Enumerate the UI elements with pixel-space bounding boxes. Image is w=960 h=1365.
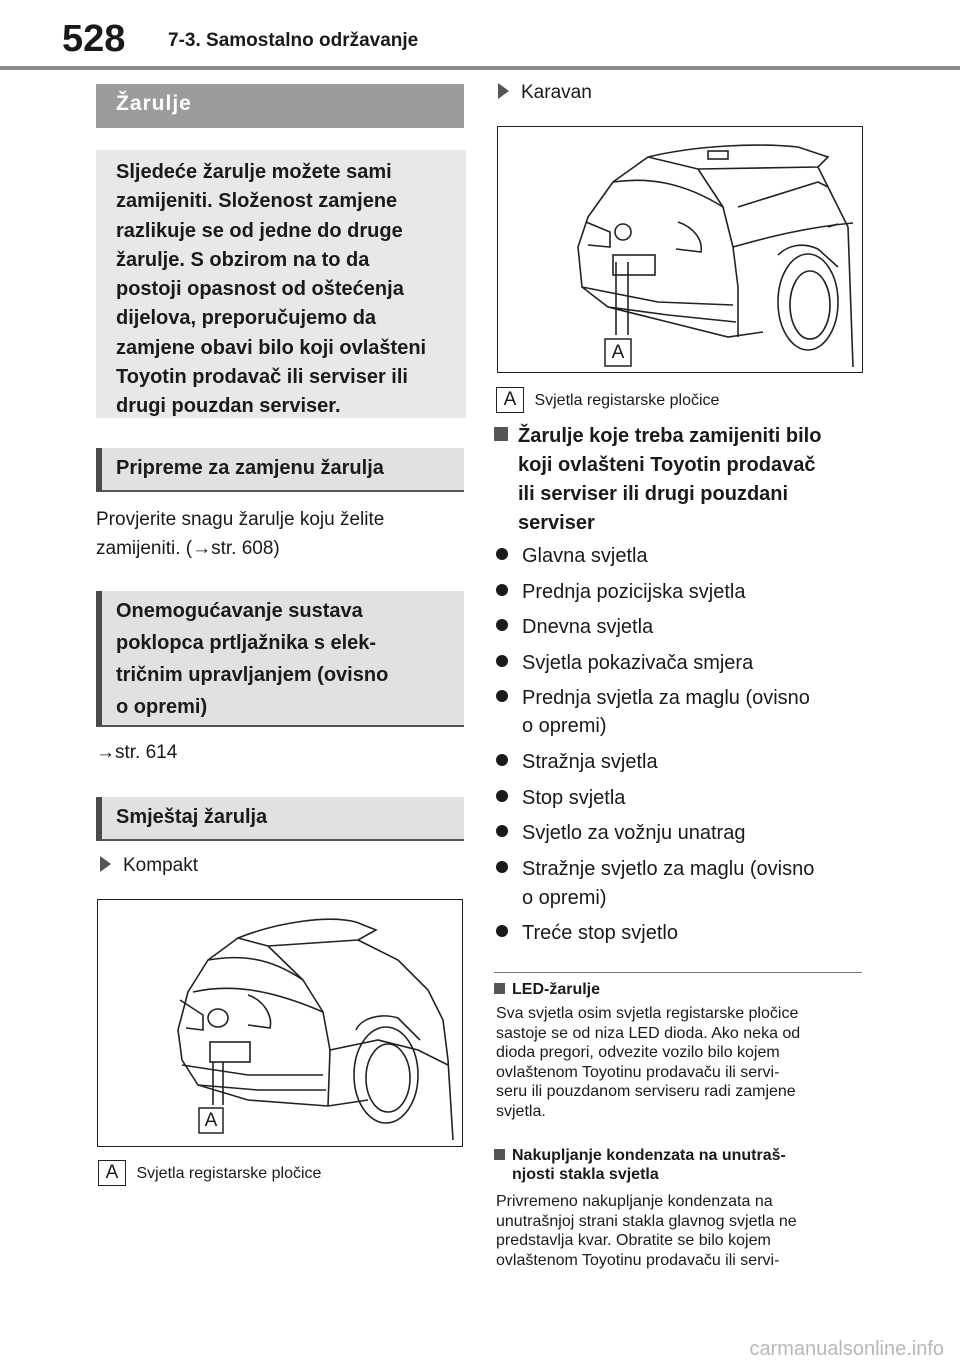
intro-line: razlikuje se od jedne do druge xyxy=(116,219,403,242)
disable-heading-line: poklopca prtljažnika s elek- xyxy=(116,632,377,654)
dealer-heading xyxy=(494,422,821,538)
prep-heading: Pripreme za zamjenu žarulja xyxy=(96,448,464,492)
prep-text xyxy=(96,505,384,563)
list-item-text: Stražnja svjetla xyxy=(522,751,658,773)
callout-a: A xyxy=(611,342,625,363)
prep-text-line: Provjerite snagu žarulje koju želite xyxy=(96,509,385,530)
list-item-text: Glavna svjetla xyxy=(522,545,648,567)
led-heading-text: LED-žarulje xyxy=(512,981,601,998)
wagon-car-illustration xyxy=(498,127,861,371)
caption-text: Svjetla registarske pločice xyxy=(136,1165,322,1182)
led-text-line: ovlaštenom Toyotinu prodavaču ili servi- xyxy=(496,1063,780,1081)
list-item-text: Treće stop svjetlo xyxy=(522,922,678,944)
list-item-text: Svjetlo za vožnju unatrag xyxy=(522,822,746,844)
list-item-continuation: o opremi) xyxy=(522,887,607,909)
watermark: carmanualsonline.info xyxy=(749,1338,944,1360)
condensation-text-line: unutrašnjoj strani stakla glavnog svjetla ne xyxy=(496,1212,797,1230)
bullet-dot-icon xyxy=(496,754,508,766)
arrow-right-icon: → xyxy=(192,538,212,559)
arrow-right-icon: → xyxy=(96,742,115,763)
bullet-dot-icon xyxy=(496,584,508,596)
disable-ref xyxy=(96,738,177,767)
list-item-continuation: o opremi) xyxy=(522,715,607,737)
condensation-heading xyxy=(494,1146,786,1184)
led-text-line: dioda pregori, odvezite vozilo bilo kojem xyxy=(496,1044,780,1061)
bullet-dot-icon xyxy=(496,690,508,702)
note-divider xyxy=(494,972,862,973)
list-item-text: Dnevna svjetla xyxy=(522,616,654,638)
condensation-text-line: predstavlja kvar. Obratite se bilo kojem xyxy=(496,1232,771,1249)
list-item xyxy=(496,854,814,884)
intro-line: žarulje. S obzirom na to da xyxy=(116,248,370,271)
list-item xyxy=(496,648,753,678)
list-item xyxy=(496,818,745,848)
square-bullet-icon xyxy=(494,427,508,441)
led-text-line: seru ili pouzdanom serviseru radi zamjene xyxy=(496,1083,796,1100)
condensation-heading-text: njosti stakla svjetla xyxy=(512,1166,659,1183)
bullet-dot-icon xyxy=(496,825,508,837)
callout-a: A xyxy=(204,1110,218,1131)
caption-text: Svjetla registarske pločice xyxy=(534,392,720,409)
compact-car-figure xyxy=(97,899,463,1147)
bullet-dot-icon xyxy=(496,548,508,560)
intro-box xyxy=(96,150,466,418)
bullet-dot-icon xyxy=(496,790,508,802)
bullet-dot-icon xyxy=(496,925,508,937)
led-heading xyxy=(494,980,600,999)
header-divider xyxy=(0,66,960,70)
led-text-line: sastoje se od niza LED dioda. Ako neka od xyxy=(496,1024,801,1042)
dealer-heading-line: koji ovlašteni Toyotin prodavač xyxy=(518,454,816,476)
prep-text-line xyxy=(96,534,384,563)
list-item-text: Svjetla pokazivača smjera xyxy=(522,652,754,674)
dealer-heading-line xyxy=(494,422,821,451)
intro-line: Sljedeće žarulje možete sami xyxy=(116,161,392,183)
square-bullet-icon xyxy=(494,1149,505,1160)
intro-line: zamijeniti. Složenost zamjene xyxy=(116,190,398,213)
list-item-text: Stražnje svjetlo za maglu (ovisno xyxy=(522,858,815,880)
list-item-text: Stop svjetla xyxy=(522,787,626,809)
bullet-dot-icon xyxy=(496,861,508,873)
compact-label: Kompakt xyxy=(123,855,198,876)
dealer-heading-line: ili serviser ili drugi pouzdani xyxy=(518,483,789,505)
list-item xyxy=(496,612,653,642)
wagon-label: Karavan xyxy=(521,82,592,103)
triangle-bullet-icon xyxy=(498,83,509,99)
list-item xyxy=(496,577,745,607)
bulbs-heading: Žarulje xyxy=(96,84,464,128)
list-item-text: Prednja pozicijska svjetla xyxy=(522,581,746,603)
section-title: 7-3. Samostalno održavanje xyxy=(168,30,419,51)
disable-heading-line: o opremi) xyxy=(116,696,208,718)
disable-heading-line: Onemogućavanje sustava xyxy=(116,600,363,622)
compact-caption xyxy=(98,1160,321,1186)
caption-label-a: A xyxy=(98,1160,126,1186)
list-item xyxy=(496,541,648,571)
disable-heading xyxy=(96,591,464,727)
wagon-label-row xyxy=(498,78,592,107)
wagon-caption xyxy=(496,387,719,413)
caption-label-a: A xyxy=(496,387,524,413)
list-item xyxy=(496,918,678,948)
dealer-heading-line: serviser xyxy=(518,512,595,534)
dealer-heading-text: Žarulje koje treba zamijeniti bilo xyxy=(518,425,822,447)
condensation-text-line: ovlaštenom Toyotinu prodavaču ili servi- xyxy=(496,1251,780,1269)
list-item xyxy=(496,747,658,777)
led-text-line: Sva svjetla osim svjetla registarske pločice xyxy=(496,1005,799,1022)
square-bullet-icon xyxy=(494,983,505,994)
compact-label-row xyxy=(100,851,198,880)
bullet-dot-icon xyxy=(496,655,508,667)
compact-car-illustration xyxy=(98,900,461,1145)
list-item xyxy=(496,683,810,713)
intro-line: zamjene obavi bilo koji ovlašteni xyxy=(116,336,427,359)
disable-heading-line: tričnim upravljanjem (ovisno xyxy=(116,664,389,686)
list-item-text: Prednja svjetla za maglu (ovisno xyxy=(522,687,810,709)
page-number: 528 xyxy=(62,18,126,60)
led-text-line: svjetla. xyxy=(496,1102,546,1120)
prep-text-prefix: zamijeniti. ( xyxy=(96,538,193,559)
triangle-bullet-icon xyxy=(100,856,111,872)
condensation-text xyxy=(496,1192,864,1270)
page-reference-link[interactable]: str. 608) xyxy=(211,538,280,559)
list-item xyxy=(496,783,625,813)
bullet-dot-icon xyxy=(496,619,508,631)
condensation-heading-text: Nakupljanje kondenzata na unutraš- xyxy=(512,1147,786,1164)
intro-line: postoji opasnost od oštećenja xyxy=(116,278,404,301)
intro-line: Toyotin prodavač ili serviser ili xyxy=(116,366,408,389)
wagon-car-figure xyxy=(497,126,863,373)
location-heading: Smještaj žarulja xyxy=(96,797,464,841)
led-text xyxy=(496,1004,864,1121)
condensation-text-line: Privremeno nakupljanje kondenzata na xyxy=(496,1193,773,1210)
intro-line: drugi pouzdan serviser. xyxy=(116,395,341,418)
page-reference-link[interactable]: str. 614 xyxy=(115,742,178,763)
intro-line: dijelova, preporučujemo da xyxy=(116,307,377,330)
